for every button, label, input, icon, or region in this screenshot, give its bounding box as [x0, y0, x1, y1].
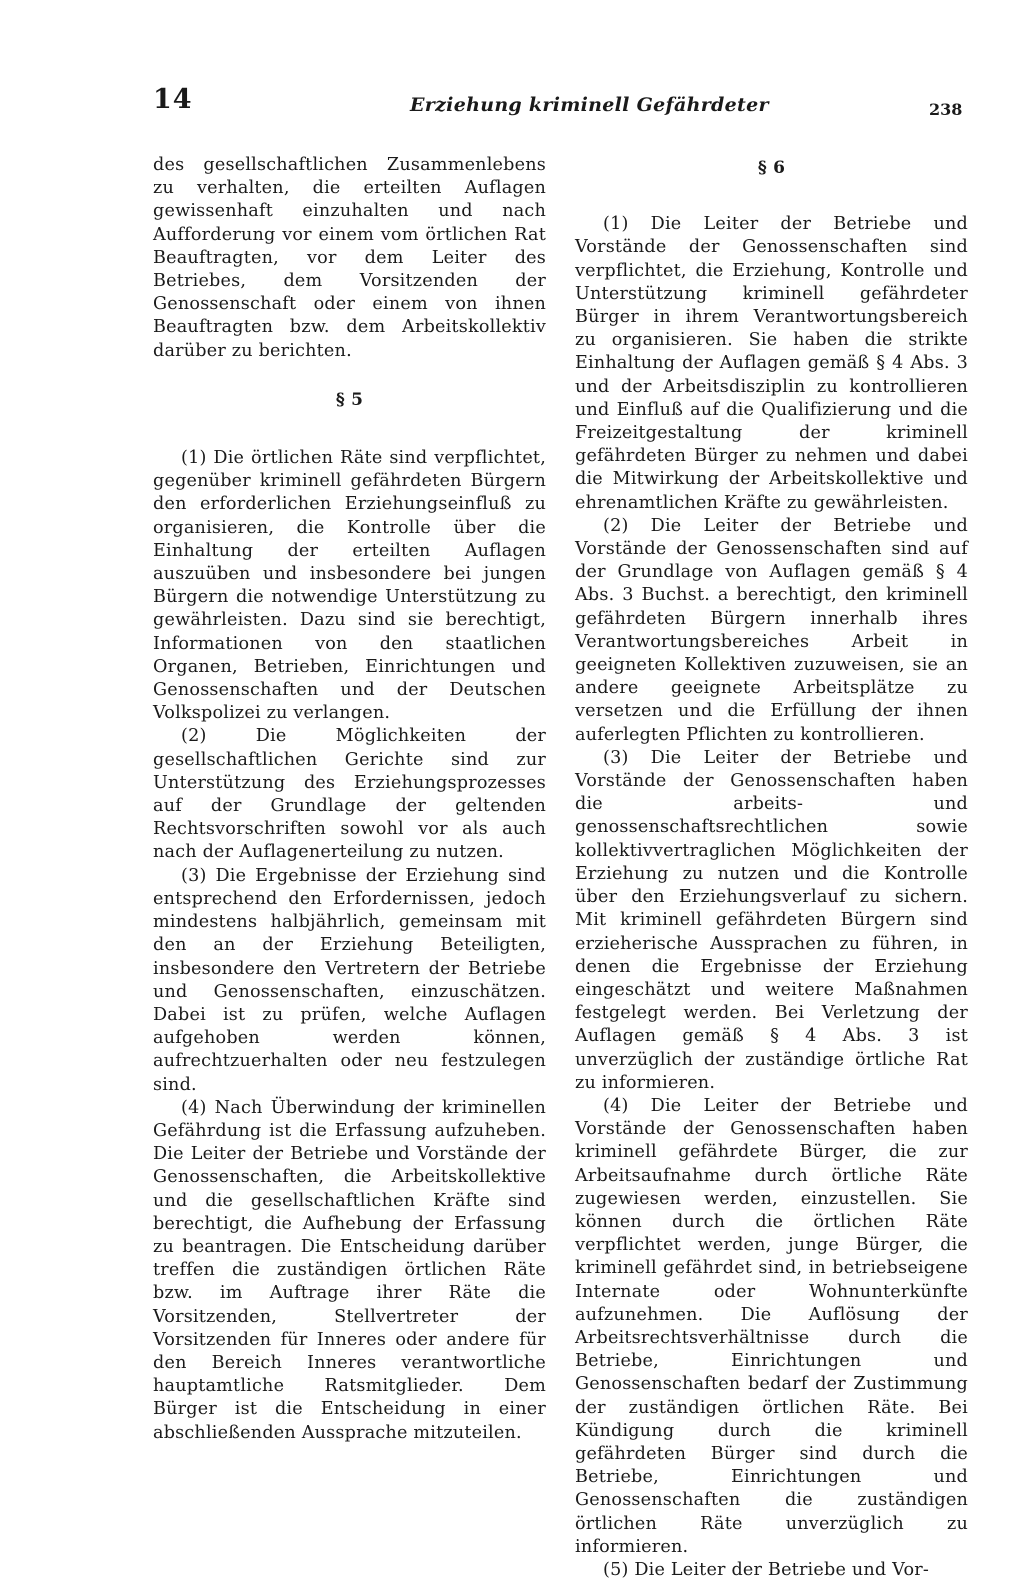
paragraph: (1) Die örtlichen Räte sind verpflichtet, gegenüber kriminell gefährdeten Bürgern den erforderlichen Erziehungseinfluß zu organisieren, die Kontrolle über die Einhaltung der erteilten Auflagen auszuüben und insbesondere bei jungen Bürgern die notwendige Unterstützung zu gewährleisten. Dazu sind sie berechtigt, Informationen von den staatlichen Organen, Betrieben, Einrichtungen und Genossenschaften und der Deutschen Volkspolizei zu verlangen. [153, 448, 546, 724]
paragraph: (4) Nach Überwindung der kriminellen Gefährdung ist die Erfassung aufzuheben. Die Leiter der Betriebe und Vorstände der Genossenschaften, die Arbeitskollektive und die gesellschaftlichen Kräfte sind berechtigt, die Aufhebung der Erfassung zu beantragen. Die Entscheidung darüber treffen die zuständigen örtlichen Räte bzw. im Auftrage ihrer Räte die Vorsitzenden, Stellvertreter der Vorsitzenden für Inneres oder andere für den Bereich Inneres verantwortliche hauptamtliche Ratsmitglieder. Dem Bürger ist die Entscheidung in einer abschließenden Aussprache mitzuteilen. [153, 1097, 546, 1443]
section-heading-5: § 5 [335, 389, 364, 410]
paragraph: (3) Die Leiter der Betriebe und Vorstände der Genossenschaften haben die arbeits- und genossenschaftsrechtlichen sowie kollektivvertraglichen Möglichkeiten der Erziehung zu nutzen und die Kontrolle über den Erziehungsverlauf zu sichern. Mit kriminell gefährdeten Bürgern sind erzieherische Aussprachen zu führen, in denen die Ergebnisse der Erziehung eingeschätzt und weitere Maßnahmen festgelegt werden. Bei Verletzung der Auflagen gemäß § 4 Abs. 3 ist unverzüglich der zuständige örtliche Rat zu informieren. [575, 747, 968, 1093]
paragraph: (2) Die Möglichkeiten der gesellschaftlichen Gerichte sind zur Unterstützung des Erziehungsprozesses auf der Grundlage der geltenden Rechtsvorschriften sowohl vor als auch nach der Auflagenerteilung zu nutzen. [153, 726, 546, 863]
paragraph: (2) Die Leiter der Betriebe und Vorstände der Genossenschaften sind auf der Grundlage von Auflagen gemäß § 4 Abs. 3 Buchst. a berechtigt, den kriminell gefährdeten Bürgern innerhalb ihres Verantwortungsbereiches Arbeit in geeigneten Kollektiven zuzuweisen, sie an andere geeignete Arbeitsplätze zu versetzen und die Erfüllung der ihnen auferlegten Pflichten zu kontrollieren. [575, 515, 968, 745]
right-column [575, 154, 968, 1582]
running-title: Erziehung kriminell Gefährdeter [410, 94, 769, 116]
paragraph: (3) Die Ergebnisse der Erziehung sind entsprechend den Erfordernissen, jedoch mindestens halbjährlich, gemeinsam mit den an der Erziehung Beteiligten, insbesondere den Vertretern der Betriebe und Genossenschaften, einzuschätzen. Dabei ist zu prüfen, welche Auflagen aufgehoben werden können, aufrechtzuerhalten oder neu festzulegen sind. [153, 865, 546, 1095]
section-heading-6: § 6 [757, 158, 786, 178]
page-header [0, 0, 1024, 130]
paragraph: (1) Die Leiter der Betriebe und Vorstände der Genossenschaften sind verpflichtet, die Erziehung, Kontrolle und Unterstützung kriminell gefährdeter Bürger in ihrem Verantwortungsbereich zu organisieren. Sie haben die strikte Einhaltung der Auflagen gemäß § 4 Abs. 3 und der Arbeitsdisziplin zu kontrollieren und Einfluß auf die Qualifizierung und die Freizeitgestaltung der kriminell gefährdeten Bürger zu nehmen und dabei die Mitwirkung der Arbeitskollektive und ehrenamtlichen Kräfte zu gewährleisten. [575, 214, 968, 513]
continuation-paragraph: des gesellschaftlichen Zusammenlebens zu verhalten, die erteilten Auflagen gewissenhaft einzuhalten und nach Aufforderung vor einem vom örtlichen Rat Beauftragten, vor dem Leiter des Betriebes, dem Vorsitzenden der Genossenschaft oder einem von ihnen Beauftragten bzw. dem Arbeitskollektiv darüber zu berichten. [153, 155, 546, 361]
paragraph: (4) Die Leiter der Betriebe und Vorstände der Genossenschaften haben kriminell gefährdete Bürger, die zur Arbeitsaufnahme durch örtliche Räte zugewiesen werden, einzustellen. Sie können durch die örtlichen Räte verpflichtet werden, junge Bürger, die kriminell gefährdet sind, in betriebseigene Internate oder Wohnunterkünfte aufzunehmen. Die Auflösung der Arbeitsrechtsverhältnisse durch die Betriebe, Einrichtungen und Genossenschaften bedarf der Zustimmung der zuständigen örtlichen Räte. Bei Kündigung durch die kriminell gefährdeten Bürger sind durch die Betriebe, Einrichtungen und Genossenschaften die zuständigen örtlichen Räte unverzüglich zu informieren. [575, 1095, 968, 1557]
left-column [153, 154, 546, 1445]
chapter-number: 14 [153, 84, 193, 115]
paragraph: (5) Die Leiter der Betriebe und Vor- [603, 1559, 930, 1580]
page-number: 238 [929, 100, 963, 119]
